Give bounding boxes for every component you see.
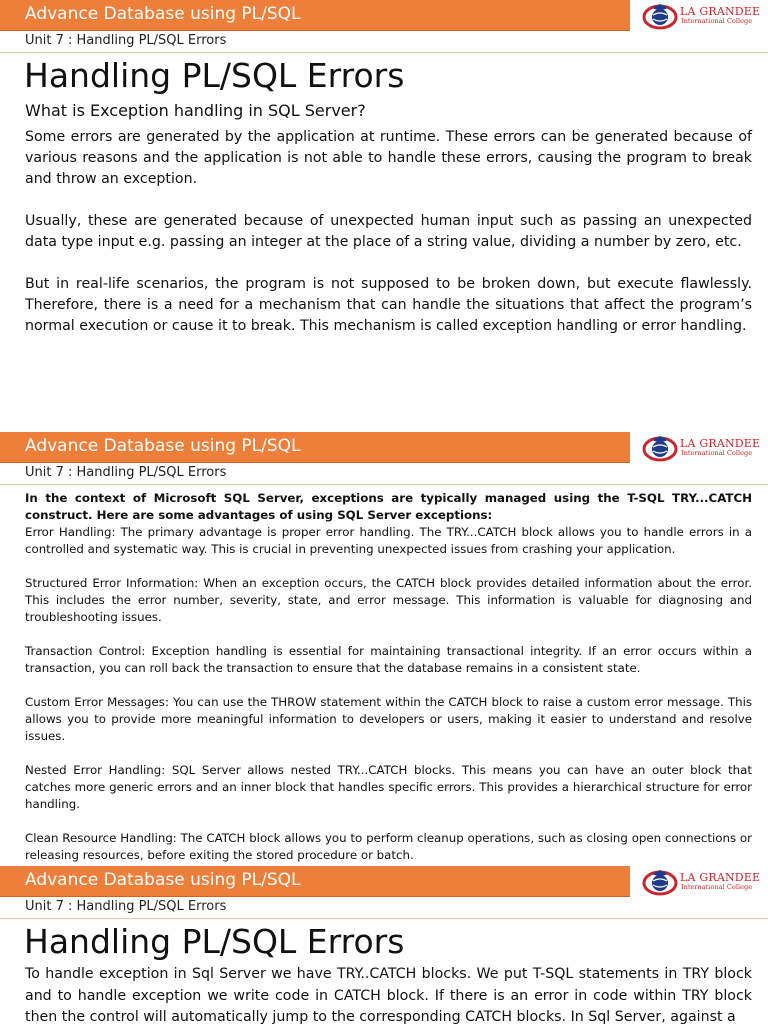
divider <box>0 52 768 53</box>
header-banner <box>0 432 630 463</box>
logo-subtitle: International College <box>681 449 753 457</box>
header-banner <box>0 866 630 897</box>
globe-icon <box>642 868 678 896</box>
intro-paragraph: In the context of Microsoft SQL Server, exceptions are typically managed using the T-SQL TRY...CATCH construct. Here are some advantages of using SQL Server exceptions: <box>25 491 752 522</box>
divider <box>0 918 768 919</box>
logo-name: LA GRANDEE <box>680 5 761 18</box>
globe-icon <box>642 434 678 462</box>
body-text <box>25 127 752 358</box>
college-logo <box>640 868 762 896</box>
unit-label: Unit 7 : Handling PL/SQL Errors <box>25 899 227 914</box>
advantage-item: Error Handling: The primary advantage is proper error handling. The TRY...CATCH block allows you to handle errors in a controlled and systematic way. This is crucial in preventing unexpected issues from crashing your application. <box>25 525 752 556</box>
page-title: Handling PL/SQL Errors <box>24 56 405 95</box>
slide-3 <box>0 866 768 1024</box>
header-banner <box>0 0 630 31</box>
college-logo <box>640 434 762 462</box>
globe-icon <box>642 2 678 30</box>
logo-name: LA GRANDEE <box>680 437 761 450</box>
divider <box>0 484 768 485</box>
paragraph: Usually, these are generated because of unexpected human input such as passing an unexpected data type input e.g. passing an integer at the place of a string value, dividing a number by zero, etc. <box>25 213 752 250</box>
body-text: To handle exception in Sql Server we have TRY..CATCH blocks. We put T-SQL statements in TRY block and to handle exception we write code in CATCH block. If there is an error in code within TRY block then the control will automatically jump to the corresponding CATCH blocks. In Sql Server, against a <box>25 966 752 1024</box>
advantage-item: Nested Error Handling: SQL Server allows nested TRY...CATCH blocks. This means you can have an outer block that catches more generic errors and an inner block that handles specific errors. This provides a hierarchical structure for error handling. <box>25 763 752 811</box>
body-text <box>25 490 752 864</box>
advantage-item: Custom Error Messages: You can use the THROW statement within the CATCH block to raise a custom error message. This allows you to provide more meaningful information to developers or users, making it easier to understand and resolve issues. <box>25 695 752 743</box>
paragraph: But in real-life scenarios, the program is not supposed to be broken down, but execute flawlessly. Therefore, there is a need for a mechanism that can handle the situations that affect the program’s normal execution or cause it to break. This mechanism is called exception handling or error handling. <box>25 276 752 334</box>
slide-1 <box>0 0 768 432</box>
unit-label: Unit 7 : Handling PL/SQL Errors <box>25 33 227 48</box>
logo-name: LA GRANDEE <box>680 871 761 884</box>
course-title: Advance Database using PL/SQL <box>25 4 301 24</box>
page-title: Handling PL/SQL Errors <box>24 922 405 961</box>
paragraph: Some errors are generated by the application at runtime. These errors can be generated because of various reasons and the application is not able to handle these errors, causing the program to break and throw an exception. <box>25 129 752 187</box>
advantage-item: Clean Resource Handling: The CATCH block allows you to perform cleanup operations, such as closing open connections or releasing resources, before exiting the stored procedure or batch. <box>25 831 752 862</box>
logo-subtitle: International College <box>681 883 753 891</box>
course-title: Advance Database using PL/SQL <box>25 436 301 456</box>
unit-label: Unit 7 : Handling PL/SQL Errors <box>25 465 227 480</box>
logo-subtitle: International College <box>681 17 753 25</box>
course-title: Advance Database using PL/SQL <box>25 870 301 890</box>
advantage-item: Structured Error Information: When an exception occurs, the CATCH block provides detailed information about the error. This includes the error number, severity, state, and error message. This information is valuable for diagnosing and troubleshooting issues. <box>25 576 752 624</box>
advantage-item: Transaction Control: Exception handling is essential for maintaining transactional integrity. If an error occurs within a transaction, you can roll back the transaction to ensure that the database remains in a consistent state. <box>25 644 752 675</box>
college-logo <box>640 2 762 30</box>
section-subtitle: What is Exception handling in SQL Server? <box>25 101 366 120</box>
slide-2 <box>0 432 768 864</box>
